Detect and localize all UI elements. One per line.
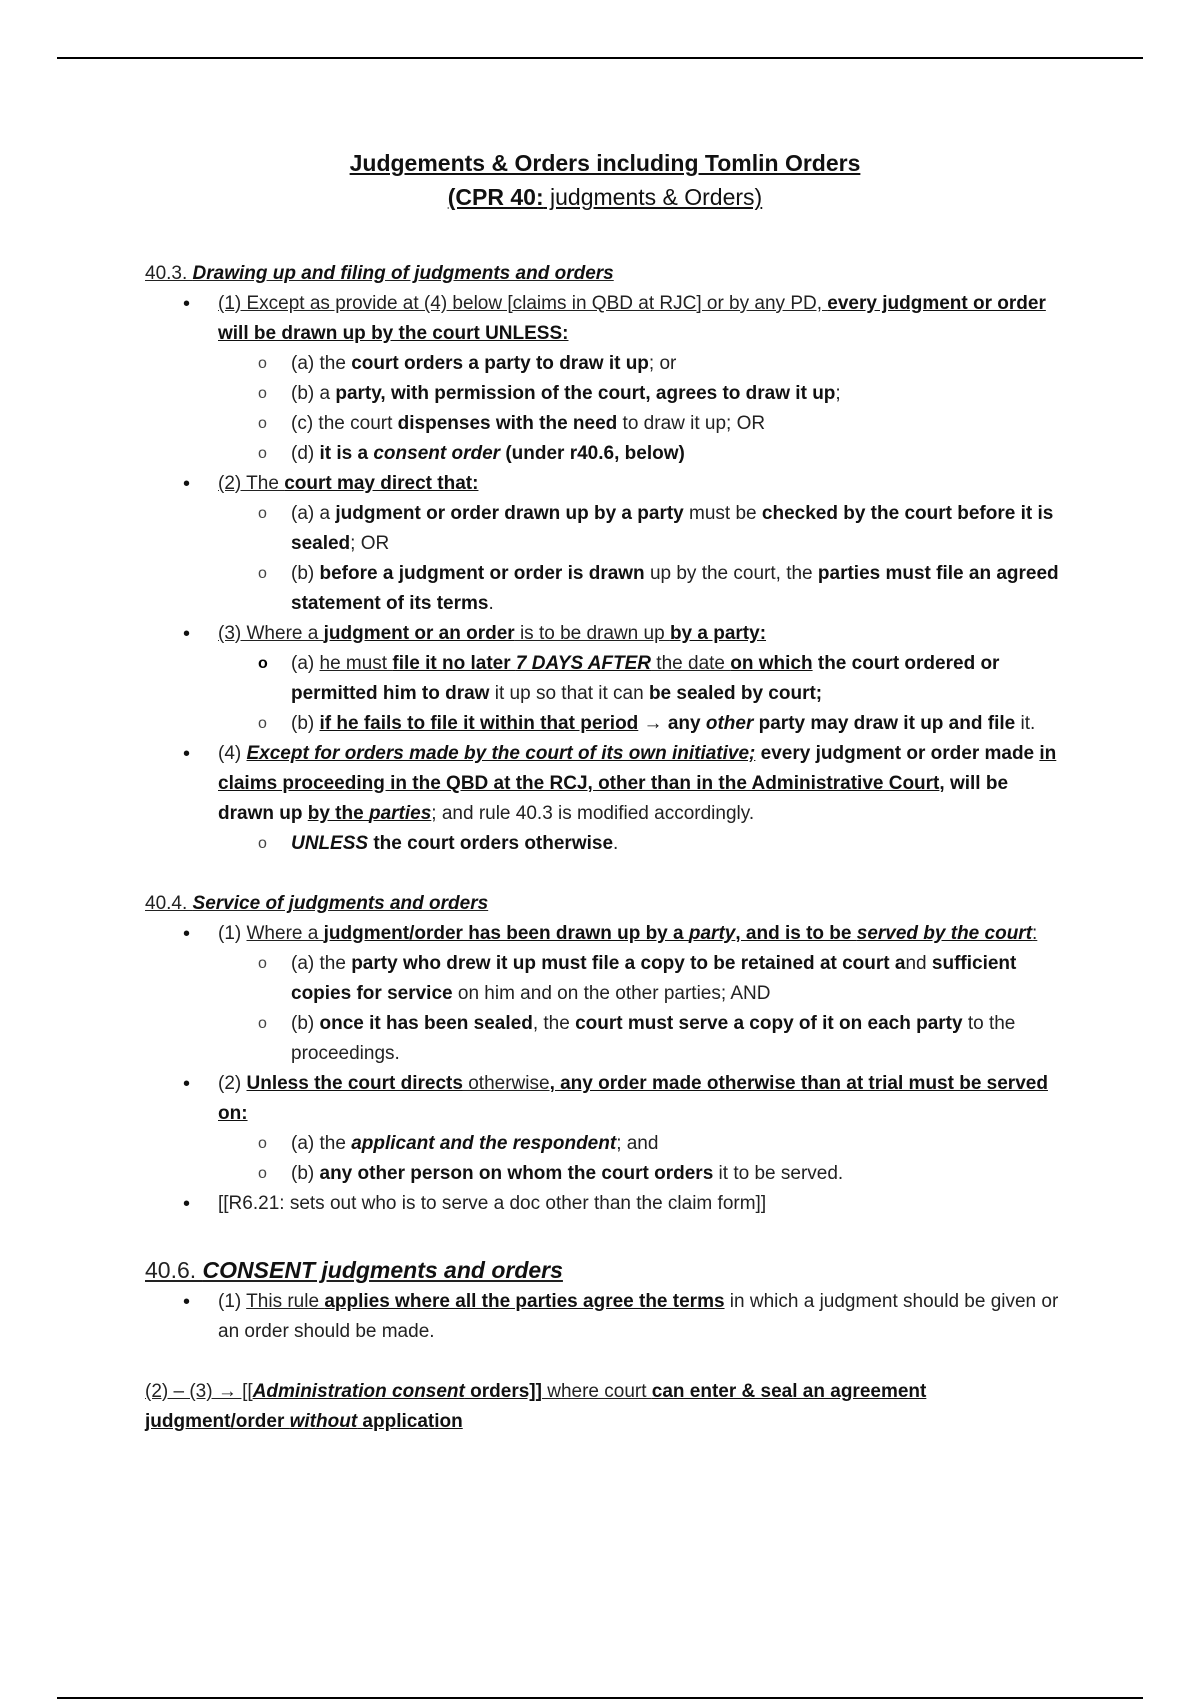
list-item: • (4) Except for orders made by the court of its own initiative; every judgment or order made in claims proceeding in the QBD at the RCJ, other than in the Administrative Court, will be drawn up by the parties; and rule 40.3 is modified accordingly. o UNLESS the court orders otherwise. (218, 739, 1065, 859)
list-item: o (b) once it has been sealed, the court must serve a copy of it on each party to the proceedings. (291, 1009, 1065, 1069)
list-item: o (c) the court dispenses with the need to draw it up; OR (291, 409, 1065, 439)
list-item: o (b) a party, with permission of the court, agrees to draw it up; (291, 379, 1065, 409)
list-item: • [[R6.21: sets out who is to serve a doc other than the claim form]] (218, 1189, 1065, 1219)
list-item: o UNLESS the court orders otherwise. (291, 829, 1065, 859)
section-40-6 (145, 1253, 1065, 1437)
document-title (145, 146, 1065, 214)
list-item: • (2) Unless the court directs otherwise, any order made otherwise than at trial must be served on: o (a) the applicant and the respondent; and o (b) any other person on whom the court orders it to be served. (218, 1069, 1065, 1189)
title-line-2: (CPR 40: judgments & Orders) (447, 184, 763, 210)
section-40-4 (145, 889, 1065, 1219)
section-heading-40-6: 40.6. CONSENT judgments and orders (145, 1257, 563, 1283)
list-item: • (1) Where a judgment/order has been drawn up by a party, and is to be served by the court: o (a) the party who drew it up must file a copy to be retained at court and sufficient copies for service on him and on the other parties; AND o (b) once it has been sealed, the court must serve a copy of it on each party to the proceedings. (218, 919, 1065, 1069)
section-heading-40-4: 40.4. Service of judgments and orders (145, 893, 489, 914)
list-item: o (b) before a judgment or order is drawn up by the court, the parties must file an agreed statement of its terms. (291, 559, 1065, 619)
list-item: • (3) Where a judgment or an order is to be drawn up by a party: o (a) he must file it no later 7 DAYS AFTER the date on which the court ordered or permitted him to draw it up so that it can be sealed by court; o (b) if he fails to file it within that period → any other party may draw it up and file it. (218, 619, 1065, 739)
footer-rule (57, 1697, 1143, 1699)
list-item: o (a) a judgment or order drawn up by a party must be checked by the court before it is sealed; OR (291, 499, 1065, 559)
list-item: • (1) This rule applies where all the parties agree the terms in which a judgment should be given or an order should be made. (218, 1287, 1065, 1347)
document-body (145, 146, 1065, 1437)
list-item: • (2) The court may direct that: o (a) a judgment or order drawn up by a party must be checked by the court before it is sealed; OR o (b) before a judgment or order is drawn up by the court, the parties must file an agreed statement of its terms. (218, 469, 1065, 619)
list-item: o (d) it is a consent order (under r40.6, below) (291, 439, 1065, 469)
list-item: o (b) if he fails to file it within that period → any other party may draw it up and file it. (291, 709, 1065, 739)
list-item: o (a) the court orders a party to draw it up; or (291, 349, 1065, 379)
paragraph-40-6-2-3: (2) – (3) → [[Administration consent orders]] where court can enter & seal an agreement judgment/order without application (145, 1381, 927, 1432)
section-heading-40-3: 40.3. Drawing up and filing of judgments and orders (145, 263, 614, 284)
list-item: o (a) the party who drew it up must file a copy to be retained at court and sufficient copies for service on him and on the other parties; AND (291, 949, 1065, 1009)
title-line-1: Judgements & Orders including Tomlin Orders (349, 150, 861, 176)
header-rule (57, 57, 1143, 59)
list-item: o (a) he must file it no later 7 DAYS AFTER the date on which the court ordered or permitted him to draw it up so that it can be sealed by court; (291, 649, 1065, 709)
list-item: o (b) any other person on whom the court orders it to be served. (291, 1159, 1065, 1189)
list-item: o (a) the applicant and the respondent; and (291, 1129, 1065, 1159)
list-item: • (1) Except as provide at (4) below [claims in QBD at RJC] or by any PD, every judgment or order will be drawn up by the court UNLESS: o (a) the court orders a party to draw it up; or o (b) a party, with permission of the court, agrees to draw it up; o (c) the court dispenses with the need to draw it up; OR o (d) it is a consent order (under r40.6, below) (218, 289, 1065, 469)
section-40-3 (145, 259, 1065, 859)
